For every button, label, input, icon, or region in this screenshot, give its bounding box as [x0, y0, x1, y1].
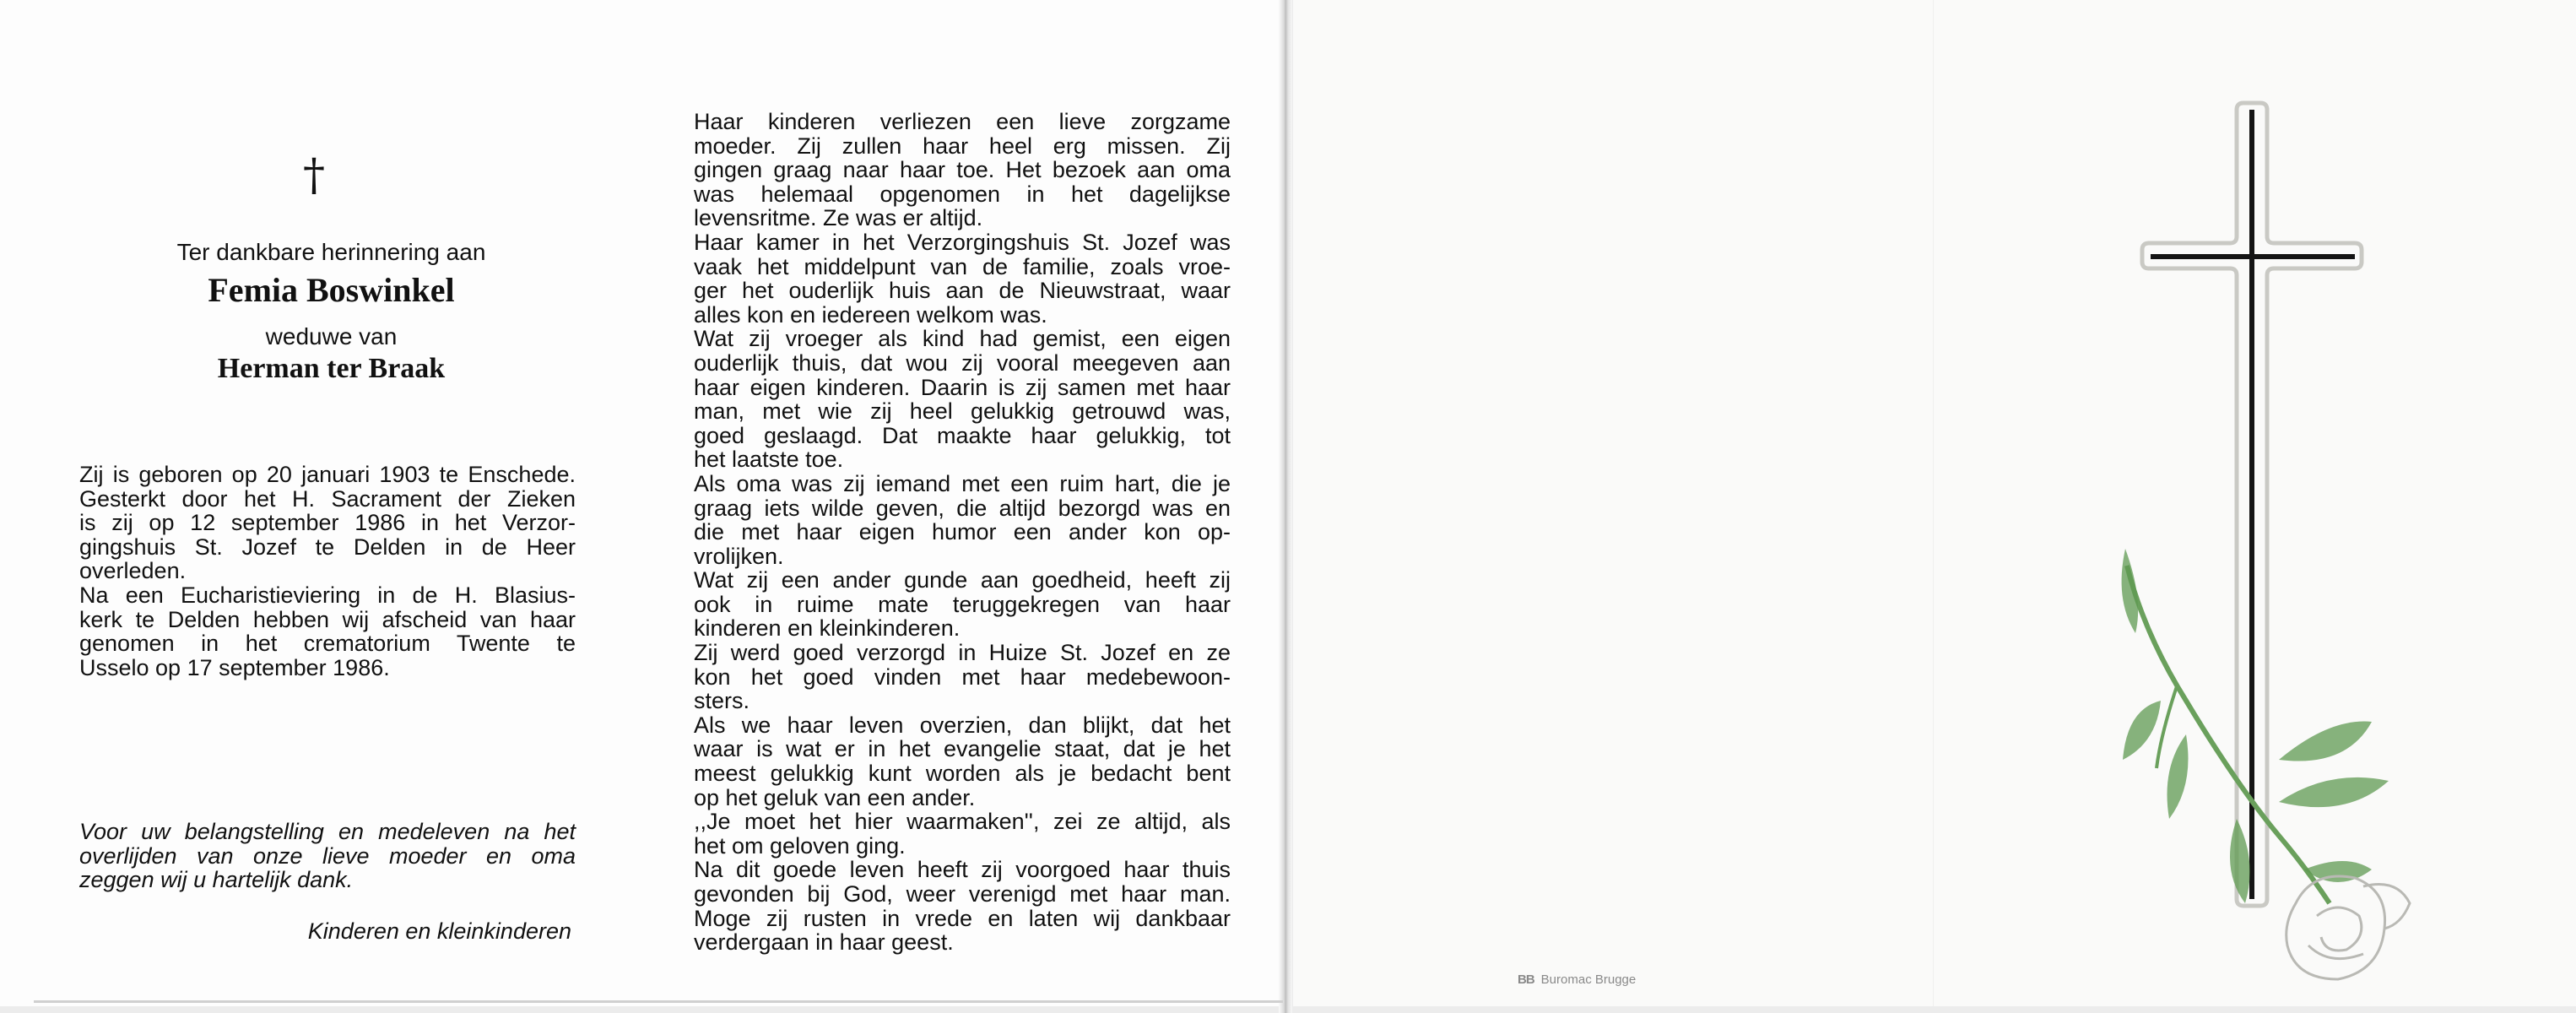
widow-of-line: weduwe van: [265, 323, 398, 349]
spouse-name: Herman ter Braak: [217, 353, 446, 384]
story-line: Als we haar leven overzien, dan blijkt, dat het: [694, 712, 1231, 738]
printer-credit: [1518, 972, 1636, 987]
story-line: het om geloven ging.: [694, 832, 906, 859]
story-line: Moge zij rusten in vrede en laten wij dankbaar: [694, 905, 1231, 931]
outer-fold-line: [1933, 0, 1934, 1006]
cross-with-rose-icon: [2110, 93, 2507, 996]
story-line: verdergaan in haar geest.: [694, 929, 954, 956]
story-line: vaak het middelpunt van de familie, zoals vroe-: [694, 253, 1231, 279]
biography-line: Gesterkt door het H. Sacrament der Zieken: [79, 485, 576, 512]
story-line: alles kon en iedereen welkom was.: [694, 301, 1047, 328]
biography-line: Zij is geboren op 20 januari 1903 te Enschede.: [79, 462, 576, 487]
story-line: kon het goed vinden met haar medebewoon-: [694, 664, 1231, 690]
story-line: Haar kamer in het Verzorgingshuis St. Jozef was: [694, 229, 1231, 255]
story-line: kinderen en kleinkinderen.: [694, 615, 961, 642]
story-line: graag iets wilde geven, die altijd bezorgd was en: [694, 495, 1231, 521]
story-line: gingen graag naar haar toe. Het bezoek aan oma: [694, 157, 1231, 183]
story-line: ook in ruime mate teruggekregen van haar: [694, 591, 1231, 617]
story-line: Als oma was zij iemand met een ruim hart, die je: [694, 470, 1231, 496]
story-line: Na dit goede leven heeft zij voorgoed haar thuis: [694, 857, 1231, 883]
story-line: ger het ouderlijk huis aan de Nieuwstraat, waar: [694, 278, 1231, 304]
story-line: vrolijken.: [694, 543, 784, 569]
story-line: goed geslaagd. Dat maakte haar gelukkig, tot: [694, 422, 1231, 448]
story-line: het laatste toe.: [694, 447, 844, 473]
story-line: Wat zij vroeger als kind had gemist, een eigen: [694, 326, 1231, 352]
biography-line: genomen in het crematorium Twente te: [79, 631, 576, 657]
biography-line: gingshuis St. Jozef te Delden in de Heer: [79, 534, 576, 560]
memorial-story: [694, 110, 1231, 955]
story-line: ouderlijk thuis, dat wou zij vooral meegeven aan: [694, 349, 1231, 376]
biography-paragraph: [79, 463, 576, 680]
story-line: Haar kinderen verliezen een lieve zorgzame: [694, 109, 1231, 134]
deceased-name: Femia Boswinkel: [208, 271, 455, 309]
story-line: Wat zij een ander gunde aan goedheid, heeft zij: [694, 567, 1231, 593]
card-bottom-edge: [34, 1000, 1283, 1003]
intro-line: Ter dankbare herinnering aan: [176, 239, 486, 265]
story-line: moeder. Zij zullen haar heel erg missen. Zij: [694, 133, 1231, 159]
story-line: die met haar eigen humor een ander kon op-: [694, 519, 1231, 545]
story-line: sters.: [694, 688, 750, 714]
biography-line: Na een Eucharistieviering in de H. Blasius-: [79, 582, 576, 608]
story-line: op het geluk van een ander.: [694, 784, 976, 810]
dagger-cross-icon: †: [303, 150, 325, 201]
story-line: man, met wie zij heel gelukkig getrouwd was,: [694, 398, 1231, 425]
signature: Kinderen en kleinkinderen: [307, 918, 571, 944]
thanks-line: zeggen wij u hartelijk dank.: [79, 867, 354, 893]
story-line: ,,Je moet het hier waarmaken'', zei ze altijd, als: [694, 809, 1231, 835]
thanks-paragraph: [79, 820, 576, 892]
thanks-line: Voor uw belangstelling en medeleven na het: [79, 819, 576, 844]
story-line: haar eigen kinderen. Daarin is zij samen met haar: [694, 374, 1231, 400]
printer-logo: BB: [1518, 972, 1534, 987]
story-line: waar is wat er in het evangelie staat, dat je het: [694, 736, 1231, 762]
story-line: meest gelukkig kunt worden als je bedacht bent: [694, 761, 1231, 787]
story-line: Zij werd goed verzorgd in Huize St. Jozef en ze: [694, 640, 1231, 666]
printer-name: Buromac Brugge: [1540, 972, 1637, 987]
biography-line: Usselo op 17 september 1986.: [79, 654, 390, 680]
biography-line: kerk te Delden hebben wij afscheid van haar: [79, 606, 576, 632]
biography-line: overleden.: [79, 558, 187, 584]
biography-line: is zij op 12 september 1986 in het Verzor-: [79, 510, 576, 536]
story-line: gevonden bij God, weer verenigd met haar man.: [694, 881, 1231, 907]
thanks-line: overlijden van onze lieve moeder en oma: [79, 842, 576, 869]
story-line: was helemaal opgenomen in het dagelijkse: [694, 181, 1231, 207]
story-line: levensritme. Ze was er altijd.: [694, 205, 983, 231]
center-fold: [1279, 0, 1292, 1013]
